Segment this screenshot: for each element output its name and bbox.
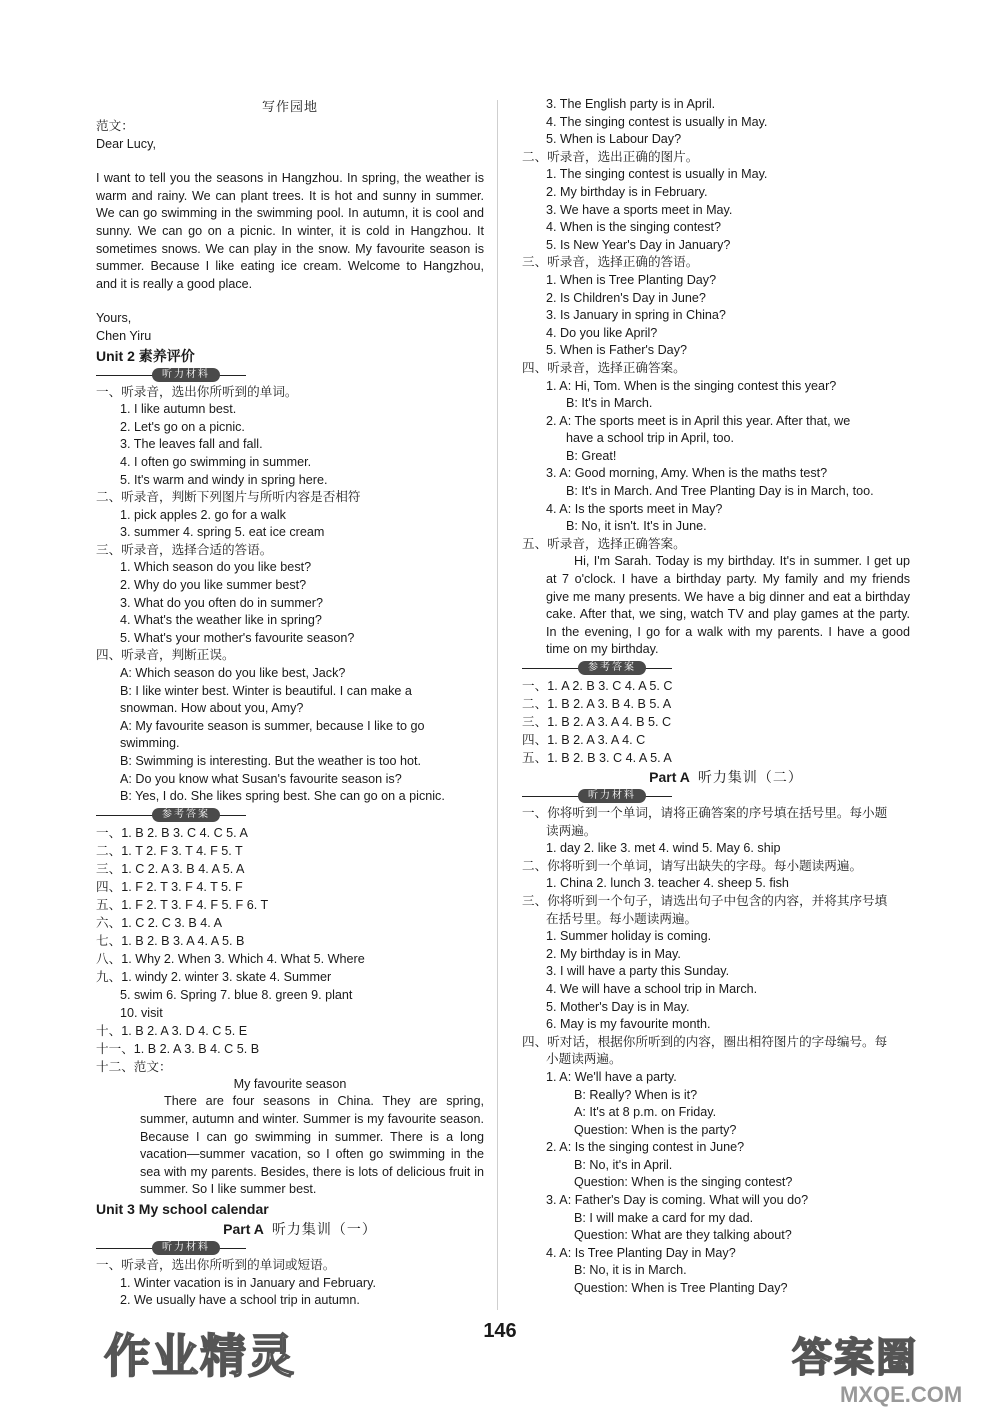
list-item: 2. We usually have a school trip in autumn. xyxy=(120,1293,360,1308)
list-item: 4. When is the singing contest? xyxy=(546,220,722,235)
dialogue-line: B: No, it is in March. xyxy=(574,1263,687,1278)
dialogue-line: 4. A: Is Tree Planting Day in May? xyxy=(546,1245,736,1260)
part-a-heading xyxy=(96,1219,484,1239)
answer-line: 三、1. B 2. A 3. A 4. B 5. C xyxy=(522,715,672,729)
list-item: 4. Do you like April? xyxy=(546,325,658,340)
list-item: 1. Winter vacation is in January and February. xyxy=(120,1275,376,1290)
list-item: 3. We have a sports meet in May. xyxy=(546,202,733,217)
part-label: Part A xyxy=(649,769,690,785)
section-title: 一、听录音，选出你所听到的单词。 xyxy=(96,384,298,399)
right-column xyxy=(522,96,910,1298)
list-item: 2. Is Children's Day in June? xyxy=(546,290,706,305)
answer-line: 一、1. A 2. B 3. C 4. A 5. C xyxy=(522,679,673,693)
list-item: 5. What's your mother's favourite season? xyxy=(120,630,355,645)
list-item: 4. I often go swimming in summer. xyxy=(120,454,312,469)
list-item: 5. Mother's Day is in May. xyxy=(546,999,690,1014)
dialogue-line: 4. A: Is the sports meet in May? xyxy=(546,501,723,516)
section-title: 四、听录音，选择正确答案。 xyxy=(522,360,686,375)
dialogue-line: B: Great! xyxy=(566,448,617,463)
section-title: 三、你将听到一个句子，请选出句子中包含的内容，并将其序号填 xyxy=(522,893,888,908)
dialogue-line: 1. A: We'll have a party. xyxy=(546,1069,677,1084)
dialogue-line: Question: What are they talking about? xyxy=(574,1228,792,1243)
section-title: 五、听录音，选择正确答案。 xyxy=(522,536,686,551)
list-item: 1. China 2. lunch 3. teacher 4. sheep 5. fish xyxy=(546,876,789,891)
answer-line: 五、1. F 2. T 3. F 4. F 5. F 6. T xyxy=(96,897,269,912)
answer-tag: 参考答案 xyxy=(152,808,220,822)
dialogue-line: snowman. How about you, Amy? xyxy=(120,701,304,716)
section-title-cont: 在括号里。每小题读两遍。 xyxy=(546,911,698,926)
letter-closing: Yours, xyxy=(96,311,132,326)
unit2-title: Unit 2 素养评价 xyxy=(96,347,195,364)
list-item: 1. The singing contest is usually in May. xyxy=(546,167,768,182)
answer-tag: 参考答案 xyxy=(578,661,646,675)
answer-line: 十一、1. B 2. A 3. B 4. C 5. B xyxy=(96,1041,260,1056)
essay-title: My favourite season xyxy=(233,1076,347,1091)
list-item: 4. The singing contest is usually in May. xyxy=(546,114,768,129)
list-item: 2. Let's go on a picnic. xyxy=(120,419,245,434)
section-title: 四、听录音，判断正误。 xyxy=(96,648,235,663)
dialogue-line: B: Really? When is it? xyxy=(574,1087,698,1102)
part-subtitle: 听力集训（二） xyxy=(697,769,803,785)
section-title: 一、你将听到一个单词，请将正确答案的序号填在括号里。每小题 xyxy=(522,806,888,820)
answer-line: 一、1. B 2. B 3. C 4. C 5. A xyxy=(96,825,248,840)
listening-tag: 听力材料 xyxy=(578,789,646,803)
answer-line: 10. visit xyxy=(120,1005,163,1020)
listening-tag-row xyxy=(96,366,484,384)
answer-line: 5. swim 6. Spring 7. blue 8. green 9. plant xyxy=(120,987,353,1002)
section-title: 二、听录音，判断下列图片与所听内容是否相符 xyxy=(96,490,361,505)
list-item: 1. When is Tree Planting Day? xyxy=(546,272,717,287)
dialogue-line: 1. A: Hi, Tom. When is the singing contest this year? xyxy=(546,378,837,393)
list-item: 3. summer 4. spring 5. eat ice cream xyxy=(120,525,325,540)
list-item: 3. What do you often do in summer? xyxy=(120,595,324,610)
dialogue-line: A: It's at 8 p.m. on Friday. xyxy=(574,1105,717,1120)
dialogue-line: 2. A: Is the singing contest in June? xyxy=(546,1140,745,1155)
list-item: 3. The leaves fall and fall. xyxy=(120,437,263,452)
listening-tag: 听力材料 xyxy=(152,1241,220,1255)
listening-tag: 听力材料 xyxy=(152,368,220,382)
section-title: 二、你将听到一个单词，请写出缺失的字母。每小题读两遍。 xyxy=(522,858,863,873)
answer-line: 四、1. B 2. A 3. A 4. C xyxy=(522,733,646,747)
list-item: 6. May is my favourite month. xyxy=(546,1017,711,1032)
listening-tag-row xyxy=(96,1239,484,1257)
passage: Hi, I'm Sarah. Today is my birthday. It's in summer. I get up at 7 o'clock. I have a birthday party. My family and my friends give me many presents. We have a big dinner and eat a birthday cake. After that, we sing, watch TV and play games at the party. In the evening, I go for a walk with my parents. I have a good time on my birthday. xyxy=(546,554,910,657)
dialogue-line: B: I will make a card for my dad. xyxy=(574,1210,754,1225)
list-item: 2. My birthday is in February. xyxy=(546,184,708,199)
section-title: 二、听录音，选出正确的图片。 xyxy=(522,149,699,164)
part-a-heading-2 xyxy=(522,767,910,787)
letter-signature: Chen Yiru xyxy=(96,328,152,343)
dialogue-line: B: It's in March. And Tree Planting Day is in March, too. xyxy=(566,484,874,499)
list-item: 3. The English party is in April. xyxy=(546,97,716,111)
page-number: 146 xyxy=(483,1320,517,1342)
answer-line: 九、1. windy 2. winter 3. skate 4. Summer xyxy=(96,969,332,984)
column-divider xyxy=(497,100,498,1310)
essay-body: There are four seasons in China. They are spring, summer, autumn and winter. Summer is my favourite season. Because I can go swimming in summer. There is a long vacation—summer vacation, so I often go swimming in the sea with my parents. Besides, there is lots of delicious fruit in summer. So I like summer best. xyxy=(140,1094,484,1197)
sample-label: 范文： xyxy=(96,119,134,133)
listening-tag-row xyxy=(522,787,910,805)
list-item: 1. Which season do you like best? xyxy=(120,560,312,575)
list-item: 1. I like autumn best. xyxy=(120,402,237,417)
list-item: 1. Summer holiday is coming. xyxy=(546,929,712,944)
dialogue-line: 2. A: The sports meet is in April this year. After that, we xyxy=(546,413,851,428)
list-item: 3. Is January in spring in China? xyxy=(546,308,726,323)
dialogue-line: B: Yes, I do. She likes spring best. She can go on a picnic. xyxy=(120,789,445,804)
dialogue-line: B: No, it isn't. It's in June. xyxy=(566,519,707,534)
dialogue-line: B: I like winter best. Winter is beautiful. I can make a xyxy=(120,683,412,698)
part-subtitle: 听力集训（一） xyxy=(271,1220,377,1237)
list-item: 3. I will have a party this Sunday. xyxy=(546,964,730,979)
dialogue-line: Question: When is Tree Planting Day? xyxy=(574,1281,788,1296)
section-title: 四、听对话，根据你所听到的内容，圈出相符图片的字母编号。每 xyxy=(522,1034,888,1049)
list-item: 5. It's warm and windy in spring here. xyxy=(120,472,328,487)
answer-line: 二、1. B 2. A 3. B 4. B 5. A xyxy=(522,697,672,711)
dialogue-line: B: No, it's in April. xyxy=(574,1157,673,1172)
list-item: 5. When is Father's Day? xyxy=(546,343,687,358)
answer-line: 五、1. B 2. B 3. C 4. A 5. A xyxy=(522,751,672,765)
answer-line: 二、1. T 2. F 3. T 4. F 5. T xyxy=(96,843,243,858)
writing-title: 写作园地 xyxy=(261,99,318,114)
dialogue-line: A: My favourite season is summer, because I like to go xyxy=(120,718,425,733)
section-title: 三、听录音，选择合适的答语。 xyxy=(96,542,273,557)
answer-line: 十二、范文： xyxy=(96,1059,172,1074)
list-item: 1. day 2. like 3. met 4. wind 5. May 6. ship xyxy=(546,841,781,856)
unit3-title: Unit 3 My school calendar xyxy=(96,1200,269,1217)
dialogue-line: Question: When is the singing contest? xyxy=(574,1175,793,1190)
dialogue-line: A: Do you know what Susan's favourite season is? xyxy=(120,771,402,786)
dialogue-line: 3. A: Good morning, Amy. When is the maths test? xyxy=(546,466,828,481)
answer-line: 八、1. Why 2. When 3. Which 4. What 5. Where xyxy=(96,951,365,966)
list-item: 2. Why do you like summer best? xyxy=(120,578,307,593)
watermark-logo-left: 作业精灵 xyxy=(104,1330,296,1382)
watermark-url: MXQE.COM xyxy=(840,1382,963,1407)
part-label: Part A xyxy=(223,1220,264,1237)
answer-line: 四、1. F 2. T 3. F 4. T 5. F xyxy=(96,879,243,894)
answer-tag-row xyxy=(522,659,910,677)
dialogue-line: swimming. xyxy=(120,736,180,751)
answer-line: 十、1. B 2. A 3. D 4. C 5. E xyxy=(96,1023,248,1038)
list-item: 4. We will have a school trip in March. xyxy=(546,981,758,996)
answer-line: 六、1. C 2. C 3. B 4. A xyxy=(96,915,222,930)
dialogue-line: A: Which season do you like best, Jack? xyxy=(120,666,346,681)
answer-tag-row xyxy=(96,806,484,824)
section-title-cont: 小题读两遍。 xyxy=(546,1052,622,1067)
answer-line: 三、1. C 2. A 3. B 4. A 5. A xyxy=(96,861,245,876)
list-item: 5. When is Labour Day? xyxy=(546,132,682,147)
section-title: 三、听录音，选择正确的答语。 xyxy=(522,255,699,270)
watermark-logo-right: 答案圈 xyxy=(792,1336,918,1380)
dialogue-line: B: It's in March. xyxy=(566,396,653,411)
dialogue-line: 3. A: Father's Day is coming. What will you do? xyxy=(546,1193,809,1208)
letter-body: I want to tell you the seasons in Hangzhou. In spring, the weather is warm and rainy. We can plant trees. It is hot and sunny in summer. We can go swimming in the swimming pool. In autumn, it is cool and sunny. We can go on a picnic. In winter, it is cold in Hangzhou. It sometimes snows. We can play in the snow. My favourite season is summer. Because I like eating ice cream. Welcome to Hangzhou, and it is really a good place. xyxy=(96,171,484,291)
letter-greeting: Dear Lucy, xyxy=(96,136,156,151)
list-item: 5. Is New Year's Day in January? xyxy=(546,237,731,252)
section-title-cont: 读两遍。 xyxy=(546,823,597,838)
dialogue-line: B: Swimming is interesting. But the weather is too hot. xyxy=(120,754,421,768)
list-item: 2. My birthday is in May. xyxy=(546,946,681,961)
dialogue-line: Question: When is the party? xyxy=(574,1122,737,1137)
left-column xyxy=(96,96,484,1310)
answer-line: 七、1. B 2. B 3. A 4. A 5. B xyxy=(96,933,245,948)
dialogue-line: have a school trip in April, too. xyxy=(566,431,735,446)
section-title: 一、听录音，选出你所听到的单词或短语。 xyxy=(96,1257,336,1272)
list-item: 1. pick apples 2. go for a walk xyxy=(120,507,286,522)
list-item: 4. What's the weather like in spring? xyxy=(120,613,322,628)
